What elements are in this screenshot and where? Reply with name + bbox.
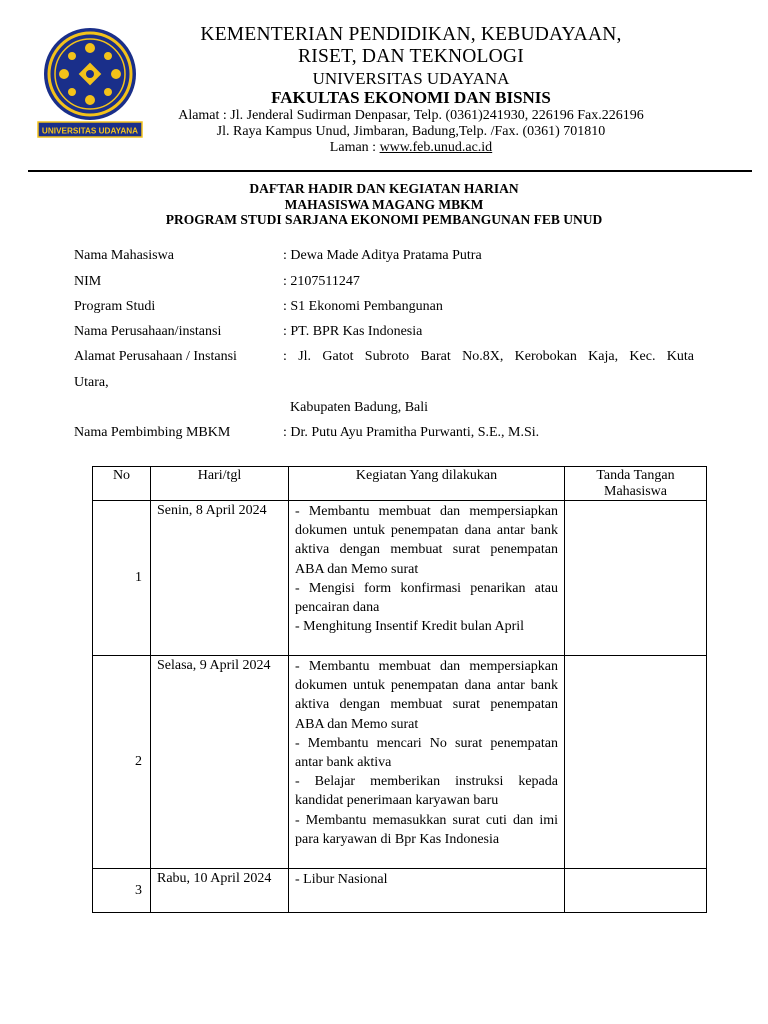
address-line2: Jl. Raya Kampus Unud, Jimbaran, Badung,Telp. /Fax. (0361) 701810 — [216, 123, 606, 139]
signature-cell[interactable] — [565, 656, 707, 869]
address-line1: Alamat : Jl. Jenderal Sudirman Denpasar, Telp. (0361)241930, 226196 Fax.226196 — [178, 107, 644, 123]
pembimbing-value: : Dr. Putu Ayu Pramitha Purwanti, S.E., M.Si. — [283, 425, 540, 440]
activity-item: - Membantu mencari No surat penempatan antar bank aktiva — [295, 735, 558, 771]
activity-item: - Mengisi form konfirmasi penarikan atau pencairan dana — [295, 580, 558, 616]
activity-table — [92, 466, 707, 913]
universitas-udayana-logo — [37, 26, 143, 140]
alamat-value-wrap: Utara, — [74, 375, 109, 390]
row-activities — [289, 656, 565, 869]
ministry-name-line1: KEMENTERIAN PENDIDIKAN, KEBUDAYAAN, — [200, 24, 622, 45]
prodi-label: Program Studi — [74, 299, 156, 314]
header-day: Hari/tgl — [151, 467, 289, 501]
row-no: 3 — [93, 869, 151, 913]
alamat-value-line2: Kabupaten Badung, Bali — [290, 400, 429, 415]
signature-cell[interactable] — [565, 869, 707, 913]
row-day: Rabu, 10 April 2024 — [151, 869, 289, 913]
table-row — [93, 869, 707, 913]
nim-value: : 2107511247 — [283, 274, 360, 289]
document-title — [0, 181, 768, 228]
row-day: Selasa, 9 April 2024 — [151, 656, 289, 869]
pembimbing-label: Nama Pembimbing MBKM — [74, 425, 231, 440]
title-line2: MAHASISWA MAGANG MBKM — [284, 196, 484, 212]
prodi-value: : S1 Ekonomi Pembangunan — [283, 299, 443, 314]
perusahaan-label: Nama Perusahaan/instansi — [74, 324, 222, 339]
row-activities — [289, 501, 565, 656]
university-name: UNIVERSITAS UDAYANA — [312, 68, 510, 88]
row-no: 2 — [93, 656, 151, 869]
activity-item: - Membantu memasukkan surat cuti dan imi para karyawan di Bpr Kas Indonesia — [295, 812, 558, 847]
perusahaan-value: : PT. BPR Kas Indonesia — [283, 324, 423, 339]
alamat-value-line1: : Jl. Gatot Subroto Barat No.8X, Kerobokan Kaja, Kec. Kuta — [283, 349, 694, 364]
faculty-name: FAKULTAS EKONOMI DAN BISNIS — [271, 88, 551, 108]
table-row — [93, 656, 707, 869]
table-row — [93, 501, 707, 656]
logo-text: UNIVERSITAS UDAYANA — [41, 126, 139, 136]
row-no: 1 — [93, 501, 151, 656]
nim-label: NIM — [74, 274, 102, 289]
title-line1: DAFTAR HADIR DAN KEGIATAN HARIAN — [249, 181, 519, 196]
activity-item: - Libur Nasional — [295, 872, 388, 887]
nama-value: : Dewa Made Aditya Pratama Putra — [283, 248, 482, 263]
row-day: Senin, 8 April 2024 — [151, 501, 289, 656]
website-label: Laman : — [329, 139, 380, 155]
table-header-row — [93, 467, 707, 501]
header-no: No — [93, 467, 151, 501]
header-signature: Tanda Tangan Mahasiswa — [565, 467, 707, 501]
row-activities — [289, 869, 565, 913]
title-line3: PROGRAM STUDI SARJANA EKONOMI PEMBANGUNAN FEB UNUD — [165, 212, 603, 227]
activity-item: - Belajar memberikan instruksi kepada kandidat penerimaan karyawan baru — [295, 774, 558, 809]
alamat-label: Alamat Perusahaan / Instansi — [74, 349, 237, 364]
signature-cell[interactable] — [565, 501, 707, 656]
letterhead-divider — [28, 170, 752, 172]
website-line — [150, 140, 672, 156]
header-activity: Kegiatan Yang dilakukan — [289, 467, 565, 501]
ministry-name-line2: RISET, DAN TEKNOLOGI — [298, 46, 524, 68]
nama-label: Nama Mahasiswa — [74, 248, 174, 263]
letterhead — [150, 24, 672, 156]
activity-item: - Membantu membuat dan mempersiapkan dokumen untuk penempatan dana antar bank aktiva dengan membuat surat penempatan ABA dan Memo surat — [295, 504, 558, 577]
website-link[interactable]: www.feb.unud.ac.id — [379, 139, 493, 155]
activity-item: - Menghitung Insentif Kredit bulan April — [295, 619, 525, 635]
activity-item: - Membantu membuat dan mempersiapkan dokumen untuk penempatan dana antar bank aktiva dengan membuat surat penempatan ABA dan Memo surat — [295, 659, 558, 732]
